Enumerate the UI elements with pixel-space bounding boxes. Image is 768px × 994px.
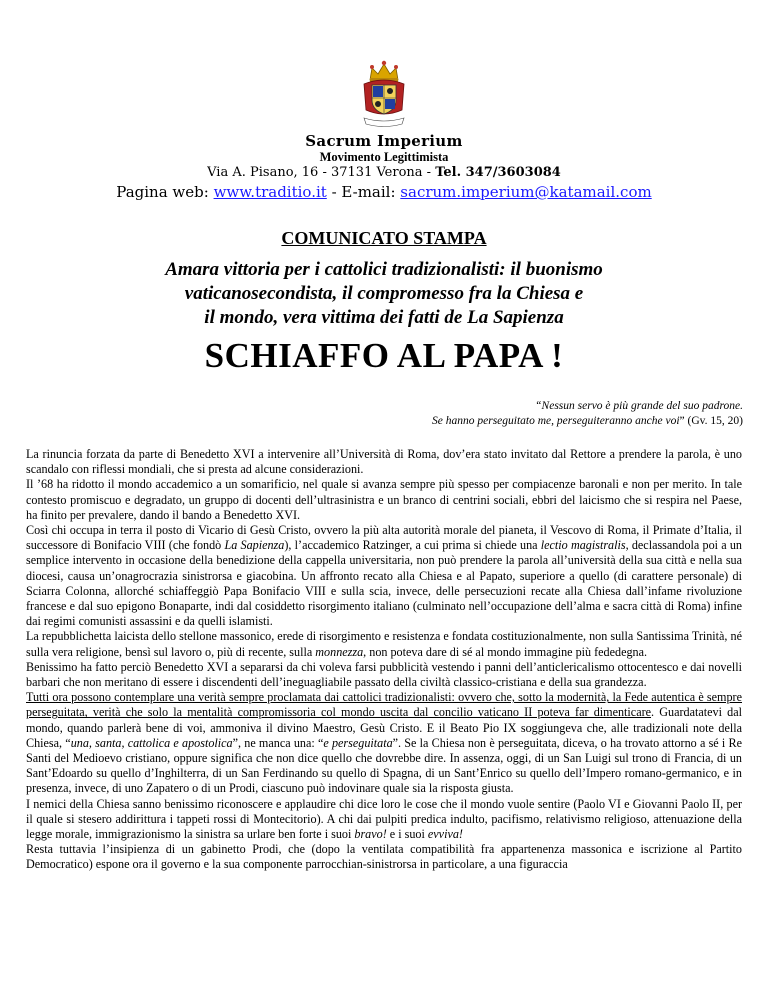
paragraph-text: e i suoi — [386, 827, 428, 842]
email-label: E-mail: — [341, 183, 401, 201]
paragraph — [26, 629, 742, 659]
emphasis-text: La Sapienza — [224, 538, 285, 553]
epigraph-quote — [432, 399, 743, 429]
separator: - — [326, 183, 342, 201]
quote-line-2 — [432, 414, 743, 429]
paragraph — [26, 797, 742, 843]
paragraph-text: , non poteva dare di sé al mondo immagine più fededegna. — [363, 644, 648, 659]
quote-reference: ” (Gv. 15, 20) — [679, 415, 743, 427]
quote-line-1: “Nessun servo è più grande del suo padrone. — [535, 400, 743, 412]
paragraph: Resta tuttavia l’insipienza di un gabinetto Prodi, che (dopo la ventilata compatibilità fra appartenenza massonica e iscrizione al Partito Democratico) espone ora il governo e la sua componente parrocchian-sinistrorsa in particolare, a una figuraccia — [26, 842, 742, 872]
subtitle-line-3: il mondo, vera vittima dei fatti de La Sapienza — [204, 307, 564, 328]
article-subtitle — [80, 258, 688, 330]
subtitle-line-1: Amara vittoria per i cattolici tradizionalisti: il buonismo — [165, 259, 603, 280]
phone-number: Tel. 347/3603084 — [435, 165, 561, 180]
paragraph-text: ”, ne manca una: “ — [232, 735, 324, 750]
paragraph: Benissimo ha fatto perciò Benedetto XVI a separarsi da chi voleva farsi pubblicità vestendo i panni dell’anticlericalismo ottocentesco e dai novelli barbari che non meritano di essere i discendenti dell’ineguagliabile passato della civiltà classico-cristiana e della sua grandezza. — [26, 659, 742, 690]
paragraph-text: ), l’accademico Ratzinger, a cui prima si chiede una — [284, 538, 541, 553]
paragraph-text: Così chi occupa in terra il posto di Vicario di Gesù Cristo, ovvero la più alta autorità morale del pianeta, il Vescovo di Roma, il Primate d’Italia, il successore di Bonifacio VIII (che fondò — [26, 523, 742, 553]
emphasis-text: evviva! — [427, 827, 463, 842]
emphasis-text: lectio magistralis — [540, 538, 626, 553]
address-line — [0, 165, 768, 180]
quote-line-2-text: Se hanno perseguitato me, perseguiteranno anche voi — [432, 415, 680, 427]
underlined-text: Tutti ora possono contemplare una verità sempre proclamata dai cattolici tradizionalisti: ovvero che, sotto la modernità, la Fede autentica è sempre perseguitata, verità che solo la mentalità compromissoria col mondo uscita dal concilio vaticano II poteva far dimenticare — [26, 690, 742, 720]
address-text: Via A. Pisano, 16 - 37131 Verona - — [207, 165, 436, 180]
paragraph-text: La repubblichetta laicista dello stellone massonico, erede di risorgimento e resistenza e fondata costituzionalmente, non sulla Santissima Trinità, né sulla vera religione, bensì sul lavoro o, più di recente, sulla — [26, 629, 742, 659]
organization-name: Sacrum Imperium — [305, 132, 463, 150]
paragraph — [26, 690, 742, 796]
web-label: Pagina web: — [116, 183, 214, 201]
document-type-heading: COMUNICATO STAMPA — [281, 228, 487, 248]
paragraph: Il ’68 ha ridotto il mondo accademico a un somarificio, nel quale si avanza sempre più spesso per compiacenze baronali e non per merito. In tale contesto promiscuo e degradato, un gruppo di docenti dell’ultrasinistra e un branco di centrini sociali, ebbri del laicismo che si respira nel Paese, ha finito per prevalere, dando il bando a Benedetto XVI. — [26, 477, 742, 522]
article-body — [26, 447, 742, 873]
emphasis-text: monnezza — [315, 644, 364, 659]
paragraph-text: I nemici della Chiesa sanno benissimo riconoscere e applaudire chi dice loro le cose che il mondo vuole sentire (Paolo VI e Giovanni Paolo II, per il quale si stesero addirittura i tappeti rossi di Montecitorio). A chi dai pulpiti predica indulto, pacifismo, relativismo religioso, attenuazione della legge morale, immigrazionismo la sinistra sa urlare ben forte i suoi — [26, 796, 742, 842]
website-link[interactable]: www.traditio.it — [213, 183, 327, 201]
emphasis-text: una, santa, cattolica e apostolica — [70, 735, 233, 750]
paragraph-text: . Guardatatevi dal mondo, quando parlerà bene di voi, ammoniva il divino Maestro, Gesù Cristo. E il Beato Pio IX soggiungeva che, alle tradizionali note della Chiesa, “ — [26, 705, 742, 750]
subtitle-line-2: vaticanosecondista, il compromesso fra la Chiesa e — [184, 283, 584, 304]
article-title: SCHIAFFO AL PAPA ! — [204, 336, 564, 375]
paragraph: La rinuncia forzata da parte di Benedetto XVI a intervenire all’Università di Roma, dov’era stato invitato dal Rettore a prendere la parola, è uno scandalo con riflessi mondiali, che si presta ad alcune considerazioni. — [26, 447, 742, 477]
organization-subtitle: Movimento Legittimista — [319, 150, 449, 164]
emphasis-text: bravo! — [354, 827, 387, 842]
paragraph-text: , declassandola poi a un semplice intervento in occasione della benedizione della cappella universitaria, non può prendere la parola all’università della sua città e nella sua diocesi, causa un’onagrocrazia sinistrorsa e giacobina. Un affronto recato alla Chiesa e al Papato, superiore a quello (di carattere personale) di Sciarra Colonna, allorché schiaffeggiò Papa Bonifacio VIII e sulla scia, invece, delle persecuzioni recate alla Chiesa dall’infame rivoluzione francese e dal suo epigono Bonaparte, indi dal cosiddetto risorgimento italiano (culminato nell’occupazione dell’alma e sacra città di Roma) infine dai regimi comunisti assassini e da quelli islamisti. — [26, 538, 742, 629]
paragraph — [26, 523, 742, 629]
contact-line — [0, 183, 768, 201]
paragraph-text: ”. Se la Chiesa non è perseguitata, diceva, o ha trovato attorno a sé i Re Santi del Medioevo cristiano, oppure significa che non dice quello che dovrebbe dire. In assenza, oggi, di un San Luigi sul trono di Francia, di un Sant’Edoardo su quello d’Inghilterra, di un San Ferdinando su quello di Spagna, di un Sant’Enrico su quello dell’Impero romano-germanico, e in presenza, invece, di uno Zapatero o di un Prodi, ciascuno può indovinare quale sia la risposta giusta. — [26, 735, 742, 796]
email-link[interactable]: sacrum.imperium@katamail.com — [400, 183, 652, 201]
emphasis-text: e perseguitata — [323, 735, 393, 750]
coat-of-arms-logo — [356, 58, 412, 130]
